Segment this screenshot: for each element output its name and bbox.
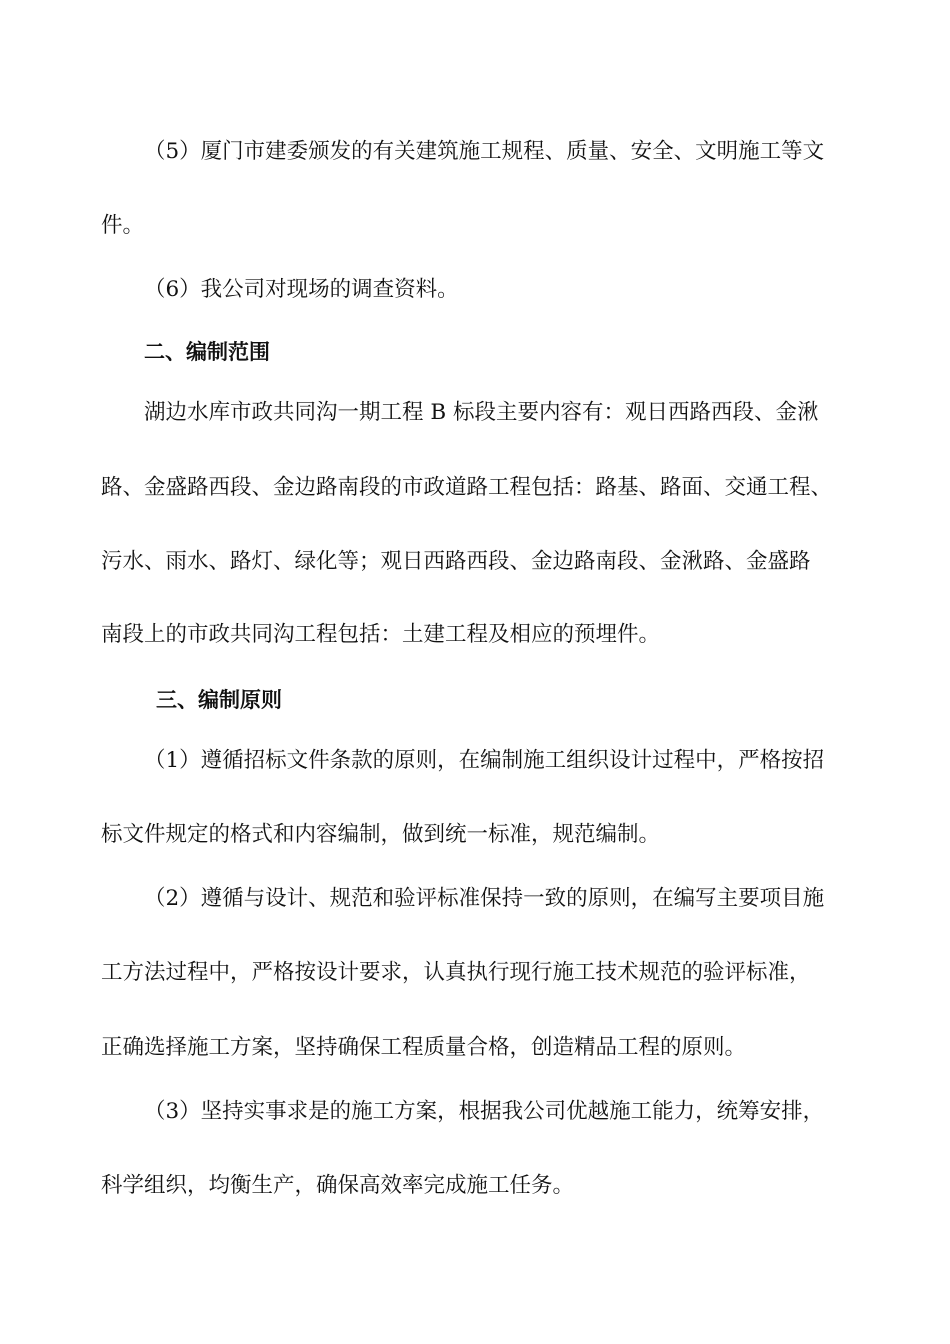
paragraph-scope-line-1: 湖边水库市政共同沟一期工程 B 标段主要内容有：观日西路西段、金湫 — [144, 400, 819, 425]
paragraph-principle-3-line-1: （3）坚持实事求是的施工方案，根据我公司优越施工能力，统筹安排， — [144, 1099, 825, 1124]
paragraph-principle-2-line-3: 正确选择施工方案，坚持确保工程质量合格，创造精品工程的原则。 — [101, 1035, 747, 1060]
paragraph-principle-2-line-2: 工方法过程中，严格按设计要求，认真执行现行施工技术规范的验评标准， — [101, 960, 811, 985]
heading-scope: 二、编制范围 — [144, 340, 270, 364]
paragraph-scope-line-3: 污水、雨水、路灯、绿化等；观日西路西段、金边路南段、金湫路、金盛路 — [101, 549, 811, 574]
paragraph-principle-1-line-2: 标文件规定的格式和内容编制，做到统一标准，规范编制。 — [101, 822, 661, 847]
paragraph-principle-1-line-1: （1）遵循招标文件条款的原则，在编制施工组织设计过程中，严格按招 — [144, 748, 825, 773]
paragraph-basis-5-line-2: 件。 — [101, 213, 145, 238]
paragraph-scope-line-2: 路、金盛路西段、金边路南段的市政道路工程包括：路基、路面、交通工程、 — [101, 475, 833, 500]
paragraph-principle-2-line-1: （2）遵循与设计、规范和验评标准保持一致的原则，在编写主要项目施 — [144, 886, 825, 911]
paragraph-principle-3-line-2: 科学组织，均衡生产，确保高效率完成施工任务。 — [101, 1173, 575, 1198]
paragraph-basis-6-line-1: （6）我公司对现场的调查资料。 — [144, 277, 459, 302]
heading-principles: 三、编制原则 — [156, 688, 282, 712]
paragraph-basis-5-line-1: （5）厦门市建委颁发的有关建筑施工规程、质量、安全、文明施工等文 — [144, 139, 825, 164]
paragraph-scope-line-4: 南段上的市政共同沟工程包括：土建工程及相应的预埋件。 — [101, 622, 661, 647]
